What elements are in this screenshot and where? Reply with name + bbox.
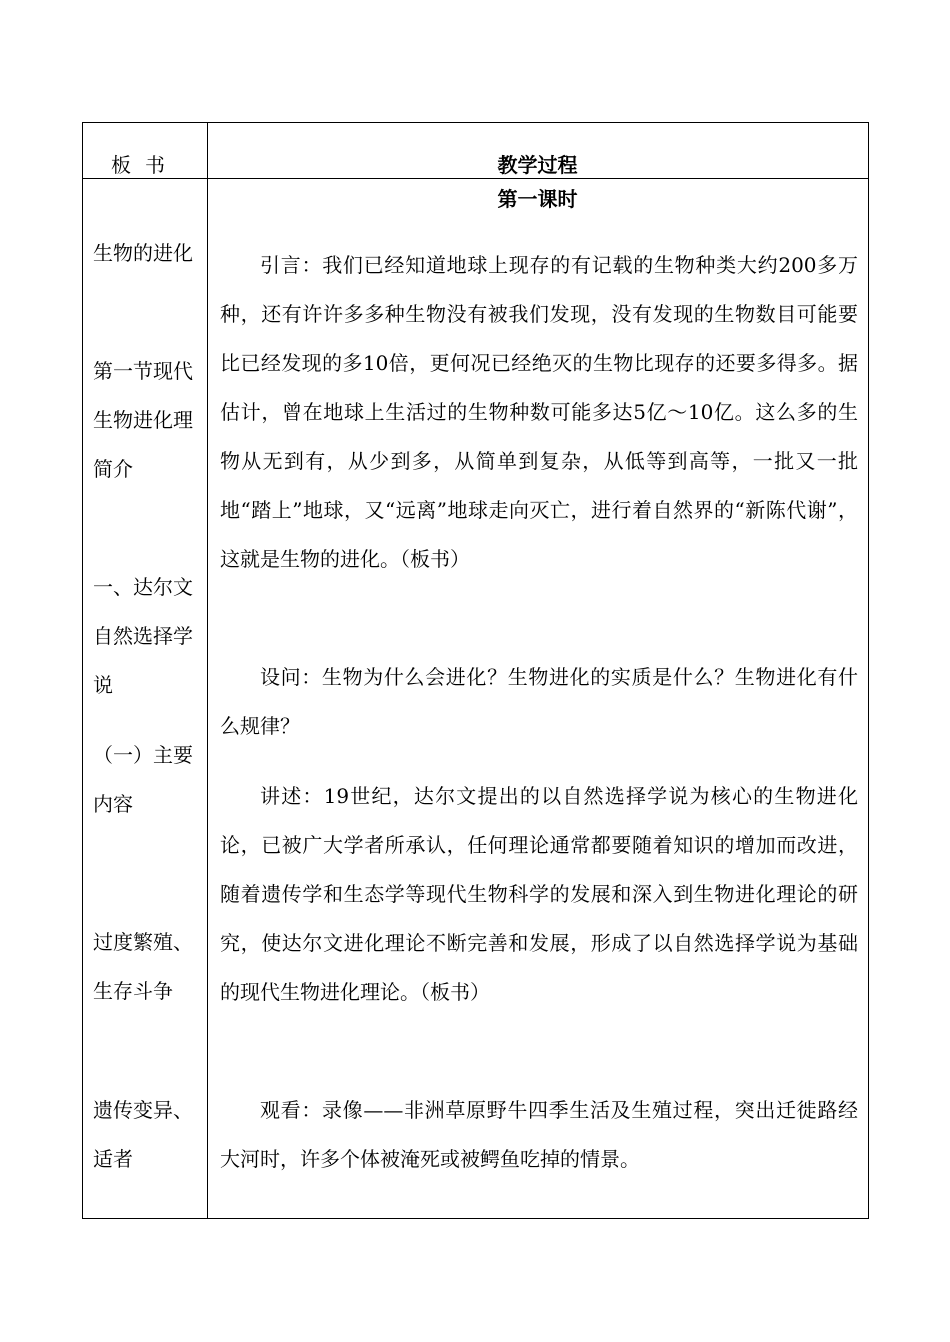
board-note-darwin-theory: 一、达尔文自然选择学说	[93, 575, 193, 697]
lesson-title: 第一课时	[497, 187, 578, 211]
teaching-process-header: 教学过程	[497, 153, 578, 177]
board-note-evolution: 生物的进化	[93, 241, 193, 265]
board-note-section-one: 第一节现代生物进化理简介	[93, 359, 193, 481]
paragraph-explanation: 讲述：19世纪，达尔文提出的以自然选择学说为核心的生物进化论，已被广大学者所承认，任何理论通常都要随着知识的增加而改进，随着遗传学和生态学等现代生物科学的发展和深入到生物进化理论的研究，使达尔文进化理论不断完善和发展，形成了以自然选择学说为基础的现代生物进化理论。（板书）	[220, 784, 858, 1004]
board-notes-header: 板书	[111, 153, 179, 177]
paragraph-video: 观看：录像——非洲草原野牛四季生活及生殖过程，突出迁徙路经大河时，许多个体被淹死或被鳄鱼吃掉的情景。	[220, 1098, 858, 1171]
column-divider	[207, 123, 208, 1218]
header-divider	[83, 178, 868, 179]
board-note-main-content: （一）主要内容	[93, 743, 193, 816]
board-note-heredity-variation: 遗传变异、适者	[93, 1098, 193, 1171]
paragraph-introduction: 引言：我们已经知道地球上现存的有记载的生物种类大约200多万种，还有许许多多种生物没有被我们发现，没有发现的生物数目可能要比已经发现的多10倍，更何况已经绝灭的生物比现存的还要多得多。据估计，曾在地球上生活过的生物种数可能多达5亿～10亿。这么多的生物从无到有，从少到多，从简单到复杂，从低等到高等，一批又一批地“踏上”地球，又“远离”地球走向灭亡，进行着自然界的“新陈代谢”，这就是生物的进化。（板书）	[220, 253, 858, 571]
board-note-overproduction: 过度繁殖、生存斗争	[93, 930, 193, 1003]
paragraph-question: 设问：生物为什么会进化？生物进化的实质是什么？生物进化有什么规律？	[220, 665, 858, 738]
